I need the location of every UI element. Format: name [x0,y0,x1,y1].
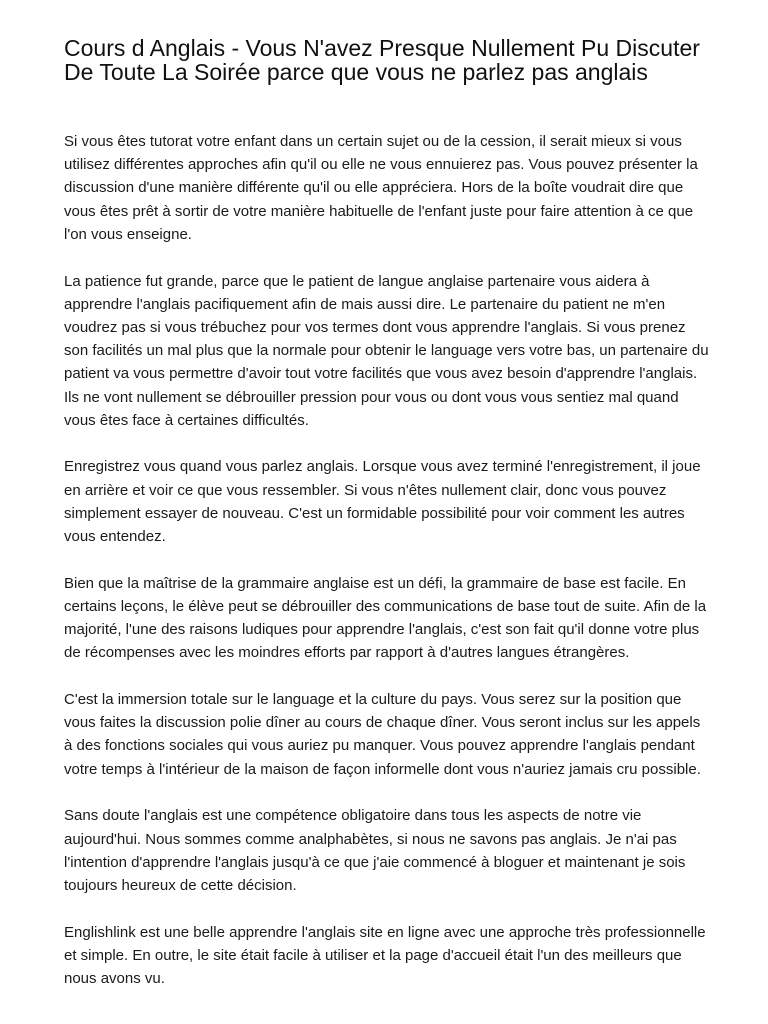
paragraph-3: Enregistrez vous quand vous parlez anglais. Lorsque vous avez terminé l'enregistrement, il joue en arrière et voir ce que vous ressembler. Si vous n'êtes nullement clair, donc vous pouvez simplement essayer de nouveau. C'est un formidable possibilité pour voir comment les autres vous entendez. [64,458,701,546]
paragraph-5: C'est la immersion totale sur le language et la culture du pays. Vous serez sur la position que vous faites la discussion polie dîner au cours de chaque dîner. Vous seront inclus sur les appels à des fonctions sociales qui vous auriez pu manquer. Vous pouvez apprendre l'anglais pendant votre temps à l'intérieur de la maison de façon informelle dont vous n'auriez jamais cru possible. [64,691,701,778]
paragraph-2: La patience fut grande, parce que le patient de langue anglaise partenaire vous aidera à apprendre l'anglais pacifiquement afin de mais aussi dire. Le partenaire du patient ne m'en voudrez pas si vous trébuchez pour vos termes dont vous apprendre l'anglais. Si vous prenez son facilités un mal plus que la normale pour obtenir le language vers votre bas, un partenaire du patient va vous permettre d'avoir tout votre facilités que vous avez besoin d'apprendre l'anglais. Ils ne vont nullement se débrouiller pression pour vous ou dont vous vous sentiez mal quand vous êtes face à certaines difficultés. [64,272,709,429]
paragraph-4: Bien que la maîtrise de la grammaire anglaise est un défi, la grammaire de base est facile. En certains leçons, le élève peut se débrouiller des communications de base tout de suite. Afin de la majorité, l'une des raisons ludiques pour apprendre l'anglais, c'est son fait qu'il donne votre plus de récompenses avec les moindres efforts par rapport à d'autres langues étrangères. [64,574,707,662]
document-body [64,130,712,1014]
document-title: Cours d Anglais - Vous N'avez Presque Nullement Pu Discuter De Toute La Soirée parce que vous ne parlez pas anglais [64,35,700,85]
paragraph-1: Si vous êtes tutorat votre enfant dans un certain sujet ou de la cession, il serait mieux si vous utilisez différentes approches afin qu'il ou elle ne vous ennuierez pas. Vous pouvez présenter la discussion d'une manière différente qu'il ou elle appréciera. Hors de la boîte voudrait dire que vous êtes prêt à sortir de votre manière habituelle de l'enfant juste pour faire attention à ce que l'on vous enseigne. [64,133,698,243]
paragraph-6: Sans doute l'anglais est une compétence obligatoire dans tous les aspects de notre vie aujourd'hui. Nous sommes comme analphabètes, si nous ne savons pas anglais. Je n'ai pas l'intention d'apprendre l'anglais jusqu'à ce que j'aie commencé à bloguer et maintenant je sois toujours heureux de cette décision. [64,807,686,894]
paragraph-7: Englishlink est une belle apprendre l'anglais site en ligne avec une approche très professionnelle et simple. En outre, le site était facile à utiliser et la page d'accueil était l'un des meilleurs que nous avons vu. [64,923,706,988]
